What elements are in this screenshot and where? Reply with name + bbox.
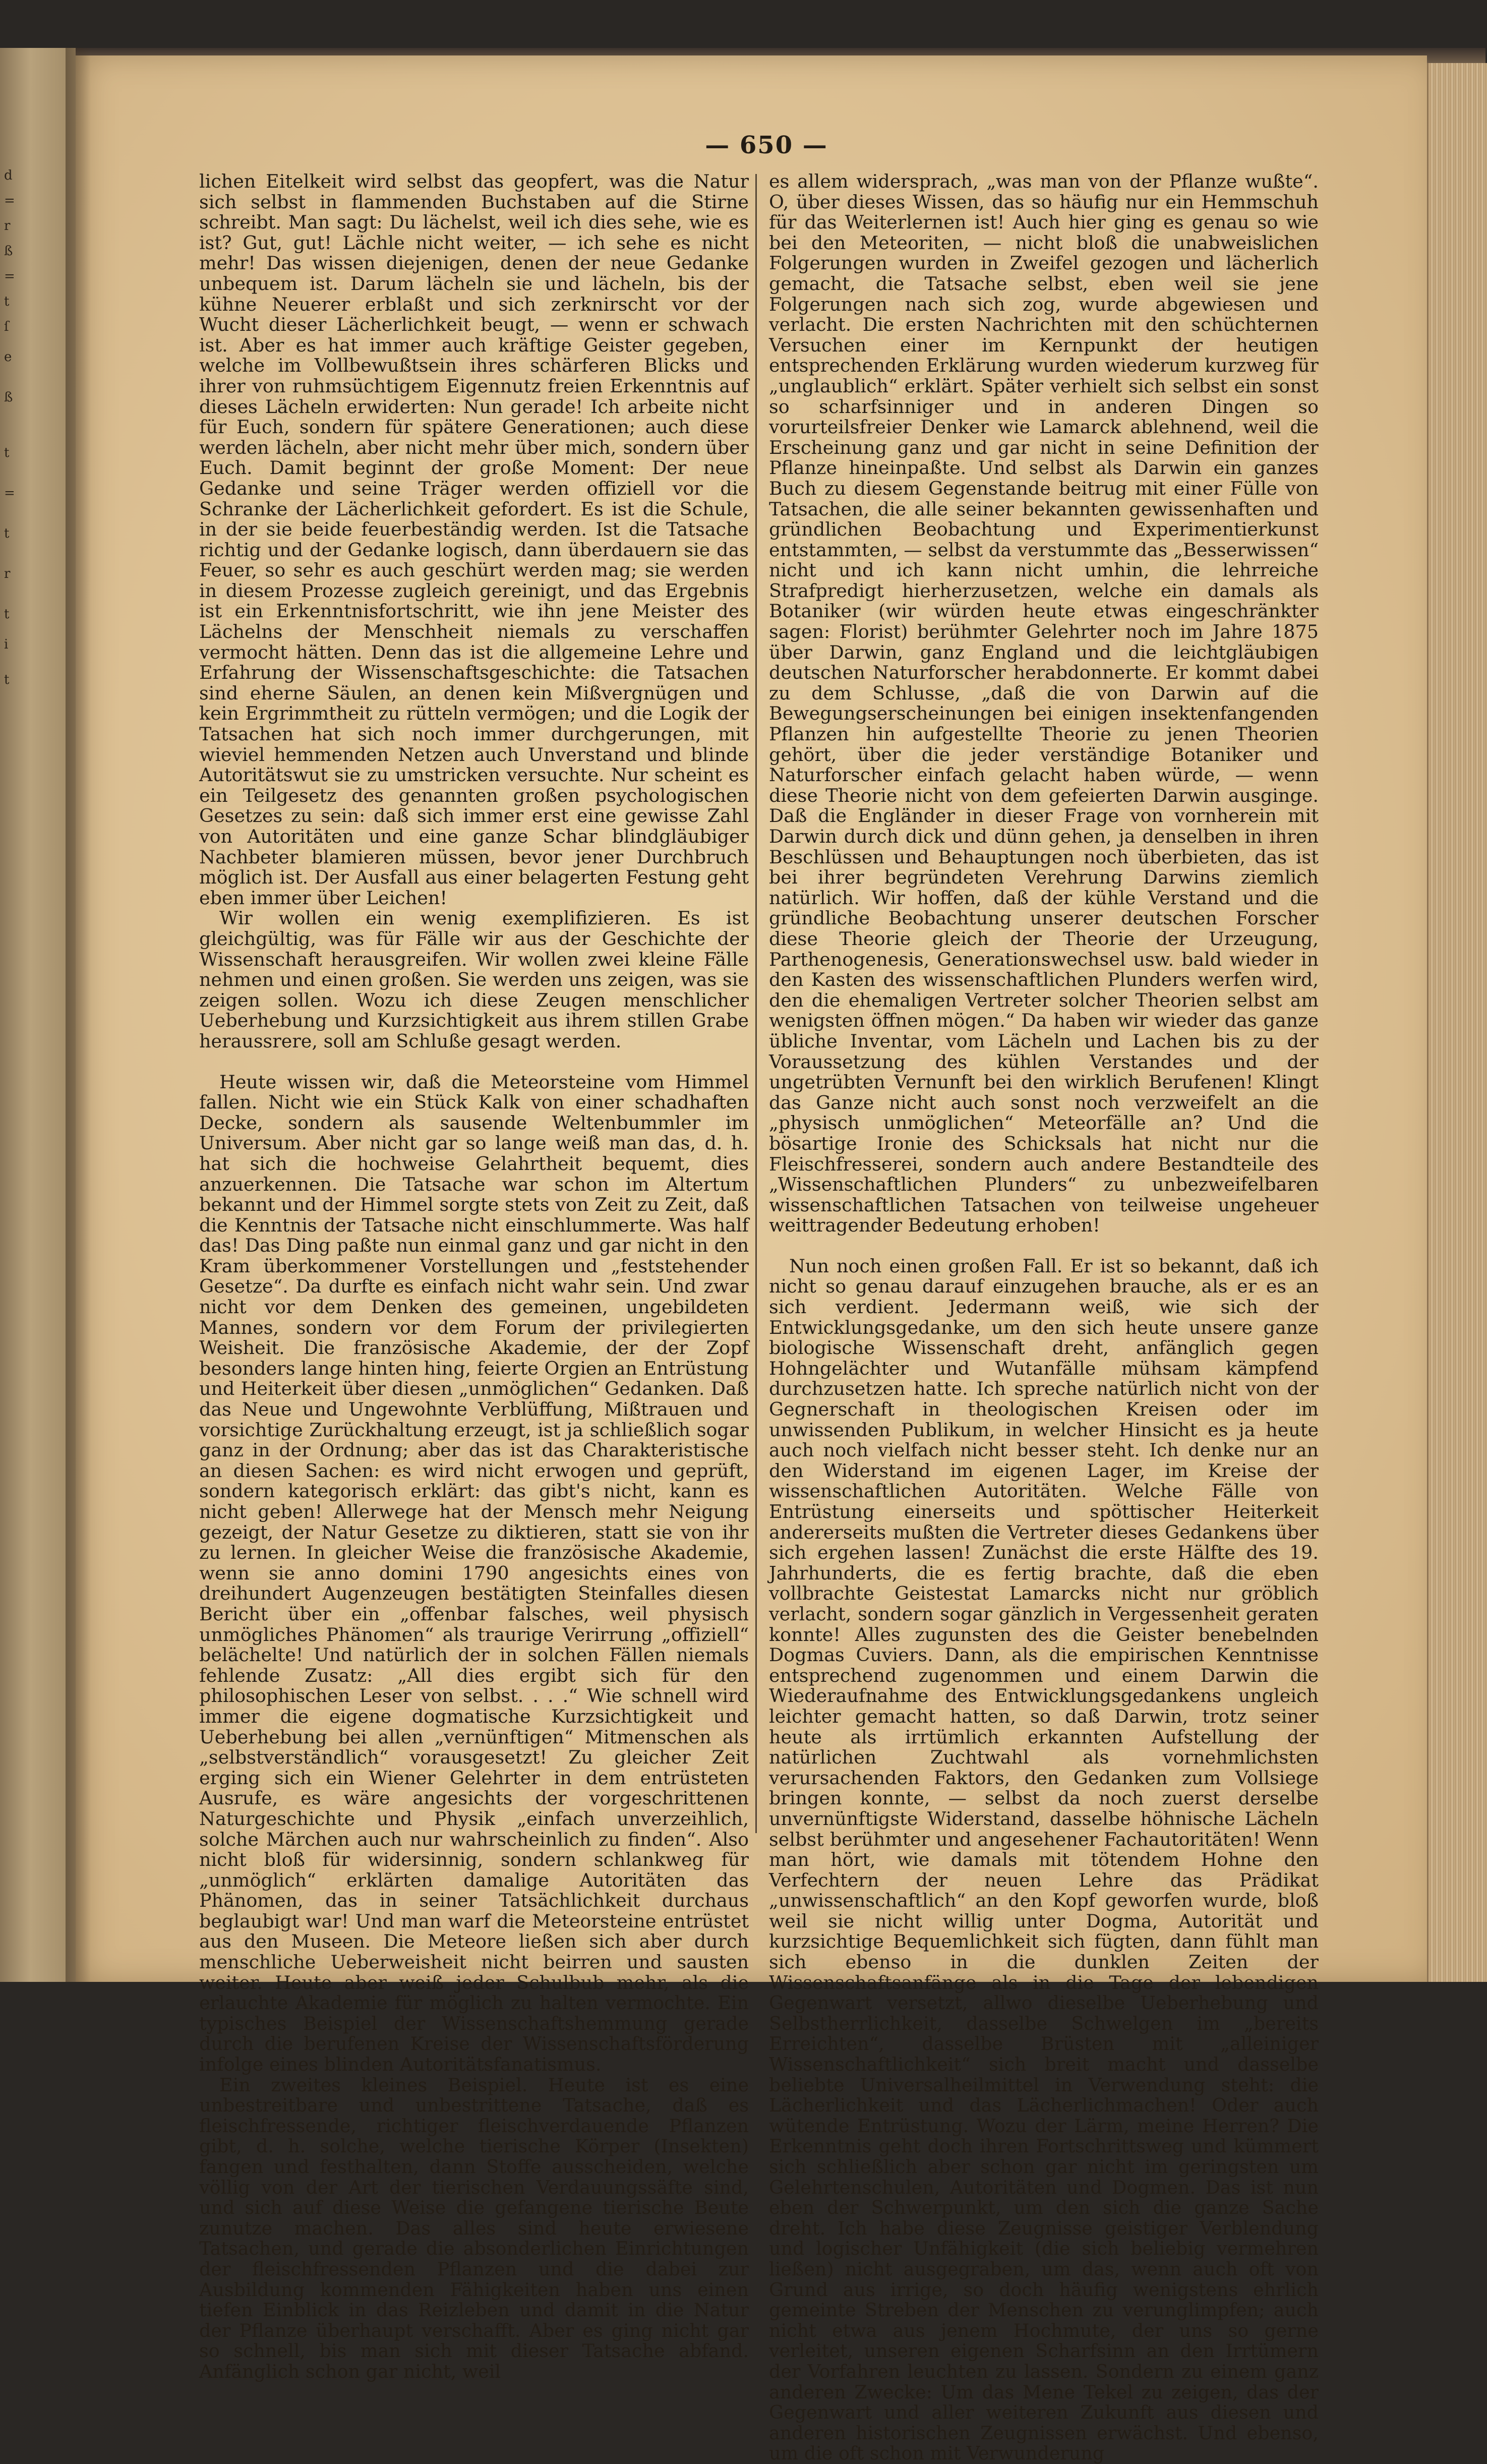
fragment-16: t (4, 672, 10, 687)
paragraph: Heute wissen wir, daß die Meteorsteine vom Himmel fallen. Nicht wie ein Stück Kalk von einer schadhaften Decke, sondern als sausende Weltenbummler im Universum. Aber nicht gar so lange weiß man das, d. h. hat sich die hochweise Gelahrtheit bequemt, dies anzuerkennen. Die Tatsache war schon im Altertum bekannt und der Himmel sorgte stets von Zeit zu Zeit, daß die Kenntnis der Tatsache nicht einschlummerte. Was half das! Das Ding paßte nun einmal ganz und gar nicht in den Kram überkommener Vorstellungen und „feststehender Gesetze“. Da durfte es einfach nicht wahr sein. Und zwar nicht vor dem Denken des gemeinen, ungebildeten Mannes, sondern vor dem Forum der privilegierten Weisheit. Die französische Akademie, der der Zopf besonders lange hinten hing, feierte Orgien an Entrüstung und Heiterkeit über diesen „unmöglichen“ Gedanken. Daß das Neue und Ungewohnte Verblüffung, Mißtrauen und vorsichtige Zurückhaltung erzeugt, ist ja schließlich sogar ganz in der Ordnung; aber das ist das Charakteristische an diesen Sachen: es wird nicht erwogen und geprüft, sondern kategorisch erklärt: das gibt's nicht, kann es nicht geben! Allerwege hat der Mensch mehr Neigung gezeigt, der Natur Gesetze zu diktieren, statt sie von ihr zu lernen. In gleicher Weise die französische Akademie, wenn sie anno domini 1790 angesichts eines von dreihundert Augenzeugen bestätigten Steinfalles diesen Bericht über ein „offenbar falsches, weil physisch unmögliches Phänomen“ als traurige Verirrung „offiziell“ belächelte! Und natürlich der in solchen Fällen niemals fehlende Zusatz: „All dies ergibt sich für den philosophischen Leser von selbst. . . .“ Wie schnell wird immer die eigene dogmatische Kurzsichtigkeit und Ueberhebung bei allen „vernünftigen“ Mitmenschen als „selbstverständlich“ vorausgesetzt! Zu gleicher Zeit erging sich ein Wiener Gelehrter in dem entrüsteten Ausrufe, es wäre angesichts der vorgeschrittenen Naturgeschichte und Physik „einfach unverzeihlich, solche Märchen auch nur wahrscheinlich zu finden“. Also nicht bloß für widersinnig, sondern schlankweg für „unmöglich“ erklärten damalige Autoritäten das Phänomen, das in seiner Tatsächlichkeit durchaus beglaubigt war! Und man warf die Meteorsteine entrüstet aus den Museen. Die Meteore ließen sich aber durch menschliche Ueberweisheit nicht beirren und sausten weiter. Heute aber weiß jeder Schulbub mehr, als die erlauchte Akademie für möglich zu halten vermochte. Ein typisches Beispiel der Wissenschaftshemmung gerade durch die berufenen Kreise der Wissenschaftsförderung infolge eines blinden Autoritätsfanatismus. (199, 1071, 749, 2076)
right-text-column (769, 170, 1319, 2464)
fragment-3: r (4, 218, 11, 233)
fragment-2: = (4, 193, 15, 208)
fragment-7: ſ (4, 319, 9, 334)
column-divider (755, 174, 757, 1833)
paragraph: Wir wollen ein wenig exemplifizieren. Es ist gleichgültig, was für Fälle wir aus der Geschichte der Wissenschaft herausgreifen. Wir wollen zwei kleine Fälle nehmen und einen großen. Sie werden uns zeigen, was sie zeigen sollen. Wozu ich diese Zeugen menschlicher Ueberhebung und Kurzsichtigkeit aus ihrem stillen Grabe heraussrere, soll am Schluße gesagt werden. (199, 907, 749, 1052)
fragment-4: ß (4, 244, 13, 259)
fragment-15: i (4, 637, 9, 652)
binding-gutter-shadow (66, 48, 91, 1982)
paragraph: Ein zweites kleines Beispiel. Heute ist es eine unbestreitbare und unbestrittene Tatsache, daß es fleischfressende, richtiger fleischverdauende Pflanzen gibt, d. h. solche, welche tierische Körper (Insekten) fangen und festhalten, dann Stoffe ausscheiden, welche völlig von der Art der tierischen Verdauungssäfte sind, und sich auf diese Weise die gefangene tierische Beute zunutze machen. Das alles sind heute erwiesene Tatsachen, und gerade die absonderlichen Einrichtungen der fleischfressenden Pflanzen und die dabei zur Ausbildung kommenden Fähigkeiten haben uns einen tiefen Einblick in das Reizleben und damit in die Natur der Pflanze überhaupt verschafft. Aber es ging nicht gar so schnell, bis man sich mit dieser Tatsache abfand. Anfänglich schon gar nicht, weil (199, 2074, 749, 2382)
fragment-5: = (4, 269, 15, 284)
fragment-11: = (4, 486, 15, 501)
fragment-12: t (4, 526, 10, 541)
paragraph: es allem widersprach, „was man von der Pflanze wußte“. O, über dieses Wissen, das so häufig nur ein Hemmschuh für das Weiterlernen ist! Auch hier ging es genau so wie bei den Meteoriten, — nicht bloß die unabweislichen Folgerungen wurden in Zweifel gezogen und lächerlich gemacht, die Tatsache selbst, eben weil sie jene Folgerungen nach sich zog, wurde abgewiesen und verlacht. Die ersten Nachrichten mit den schüchternen Versuchen einer im Kernpunkt der heutigen entsprechenden Erklärung wurden wiederum kurzweg für „unglaublich“ erklärt. Später verhielt sich selbst ein sonst so scharfsinniger und in anderen Dingen so vorurteilsfreier Denker wie Lamarck ablehnend, weil die Erscheinung ganz und gar nicht in seine Definition der Pflanze hineinpaßte. Und selbst als Darwin ein ganzes Buch zu diesem Gegenstande beitrug mit einer Fülle von Tatsachen, die alle seiner bekannten gewissenhaften und gründlichen Beobachtung und Experimentierkunst entstammten, — selbst da verstummte das „Besserwissen“ nicht und ich kann nicht umhin, die lehrreiche Strafpredigt hierherzusetzen, welche ein damals als Botaniker (wir würden heute etwas eingeschränkter sagen: Florist) berühmter Gelehrter noch im Jahre 1875 über Darwin, ganz England und die leichtgläubigen deutschen Naturforscher herabdonnerte. Er kommt dabei zu dem Schlusse, „daß die von Darwin auf die Bewegungserscheinungen bei einigen insektenfangenden Pflanzen hin aufgestellte Theorie zu jenen Theorien gehört, über die jeder verständige Botaniker und Naturforscher einfach gelacht haben würde, — wenn diese Theorie nicht von dem gefeierten Darwin ausginge. Daß die Engländer in dieser Frage von vornherein mit Darwin durch dick und dünn gehen, ja denselben in ihren Beschlüssen und Behauptungen noch überbieten, das ist bei ihrer begründeten Verehrung Darwins ziemlich natürlich. Wir hoffen, daß der kühle Verstand und die gründliche Beobachtung unserer deutschen Forscher diese Theorie gleich der Theorie der Urzeugung, Parthenogenesis, Generationswechsel usw. bald wieder in den Kasten des wissenschaftlichen Plunders werfen wird, den die ehemaligen Vertreter solcher Theorien selbst am wenigsten öffnen mögen.“ Da haben wir wieder das ganze übliche Inventar, vom Lächeln und Lachen bis zu der Voraussetzung des kühlen Verstandes und der ungetrübten Vernunft bei den wirklich Berufenen! Klingt das Ganze nicht auch sonst noch verzweifelt an die „physisch unmöglichen“ Meteorfälle an? Und die bösartige Ironie des Schicksals hat nicht nur die Fleischfresserei, sondern auch andere Bestandteile des „Wissenschaftlichen Plunders“ zu unbezweifelbaren wissenschaftlichen Tatsachen von teilweise ungeheuer weittragender Bedeutung erhoben! (769, 170, 1319, 1237)
fragment-10: t (4, 445, 10, 460)
page-number: — 650 — (705, 131, 828, 159)
paragraph: Nun noch einen großen Fall. Er ist so bekannt, daß ich nicht so genau darauf einzugehen brauche, als er es an sich verdient. Jedermann weiß, wie sich der Entwicklungsgedanke, um den sich heute unsere ganze biologische Wissenschaft dreht, anfänglich gegen Hohngelächter und Wutanfälle mühsam kämpfend durchzusetzen hatte. Ich spreche natürlich nicht von der Gegnerschaft in theologischen Kreisen oder im unwissenden Publikum, in welcher Hinsicht es ja heute auch noch vielfach nicht besser steht. Ich denke nur an den Widerstand im eigenen Lager, im Kreise der wissenschaftlichen Autoritäten. Welche Fälle von Entrüstung einerseits und spöttischer Heiterkeit andererseits mußten die Vertreter dieses Gedankens über sich ergehen lassen! Zunächst die erste Hälfte des 19. Jahrhunderts, die es fertig brachte, daß die eben vollbrachte Geistestat Lamarcks nicht nur gröblich verlacht, sondern sogar gänzlich in Vergessenheit geraten konnte! Alles zugunsten des die Geister benebelnden Dogmas Cuviers. Dann, als die empirischen Kenntnisse entsprechend zugenommen und einem Darwin die Wiederaufnahme des Entwicklungsgedankens ungleich leichter gemacht hatten, so daß Darwin, trotz seiner heute als irrtümlich erkannten Aufstellung der natürlichen Zuchtwahl als vornehmlichsten verursachenden Faktors, den Gedanken zum Vollsiege bringen konnte, — selbst da noch zuerst derselbe unvernünftigste Widerstand, dasselbe höhnische Lächeln selbst berühmter und angesehener Fachautoritäten! Wenn man hört, wie damals mit tötendem Hohne den Verfechtern der neuen Lehre das Prädikat „unwissenschaftlich“ an den Kopf geworfen wurde, bloß weil sie nicht willig unter Dogma, Autorität und kurzsichtige Bequemlichkeit sich fügten, dann fühlt man sich ebenso in die dunklen Zeiten der Wissenschaftsanfänge als in die Tage der lebendigen Gegenwart versetzt, allwo dieselbe Ueberhebung und Selbstherrlichkeit, dasselbe Schwelgen im „bereits Erreichten“, dasselbe Brüsten mit „alleiniger Wissenschaftlichkeit“ sich breit macht und dasselbe beliebte Universalheilmittel in Verwendung steht: die Lächerlichkeit und das Lächerlichmachen! Oder auch wütende Entrüstung. Wozu der Lärm, meine Herren? Die Erkenntnis geht doch ihren Fortschrittsweg und kümmert sich schließlich aber schon gar nicht im geringsten um Gelehrtenschulen, Autoritäten und Dogmen. Das ist nun eben der Schwerpunkt, um den sich die ganze Sache dreht. Ich habe diese Zeugnisse geistiger Verblendung und logischer Unfähigkeit (die sich beliebig vermehren ließen) nicht ausgegraben, um das, wenn auch oft von Grund aus irrige, so doch häufig wenigstens ehrlich gemeinte Streben der Menschen zu verunglimpfen; auch nicht etwa aus jenem Hochmute, der uns so gerne verleitet, unseren eigenen Scharfsinn an den Irrtümern der Vorfahren leuchten zu lassen. Sondern zu einem ganz anderen Zwecke: Um das Mene Tekel zu zeigen, das der Gegenwart und aller weiteren Zukunft aus diesen und anderen historischen Zeugnissen erwächst. Und ebenso, um die oft schon mit Verwunderung (769, 1255, 1319, 2464)
facing-page-edge (0, 48, 76, 1982)
fragment-1: d (4, 168, 13, 183)
fragment-9: ß (4, 390, 13, 405)
fragment-8: e (4, 349, 12, 365)
left-text-column (199, 170, 749, 2382)
fragment-6: t (4, 294, 10, 309)
paragraph: lichen Eitelkeit wird selbst das geopfert, was die Natur sich selbst in flammenden Buchstaben auf die Stirne schreibt. Man sagt: Du lächelst, weil ich dies sehe, wie es ist? Gut, gut! Lächle nicht weiter, — ich sehe es nicht mehr! Das wissen diejenigen, denen der neue Gedanke unbequem ist. Darum lächeln sie und lächeln, bis der kühne Neuerer erblaßt und sich zerknirscht vor der Wucht dieser Lächerlichkeit beugt, — wenn er schwach ist. Aber es hat immer auch kräftige Geister gegeben, welche im Vollbewußtsein ihres schärferen Blicks und ihrer von ruhmsüchtigem Eigennutz freien Erkenntnis auf dieses Lächeln erwiderten: Nun gerade! Ich arbeite nicht für Euch, sondern für spätere Generationen; auch diese werden lächeln, aber nicht mehr über mich, sondern über Euch. Damit beginnt der große Moment: Der neue Gedanke und seine Träger werden offiziell vor die Schranke der Lächerlichkeit gefordert. Es ist die Schule, in der sie beide feuerbeständig werden. Ist die Tatsache richtig und der Gedanke logisch, dann überdauern sie das Feuer, so sehr es auch geschürt werden mag; sie werden in diesem Prozesse zugleich gereinigt, und das Ergebnis ist ein Erkenntnisfortschritt, wie ihn jene Meister des Lächelns der Menschheit niemals zu verschaffen vermocht hätten. Denn das ist die allgemeine Lehre und Erfahrung der Wissenschaftsgeschichte: die Tatsachen sind eherne Säulen, an denen kein Mißvergnügen und kein Ergrimmtheit zu rütteln vermögen; und die Logik der Tatsachen hat sich noch immer durchgerungen, mit wieviel hemmenden Netzen auch Unverstand und blinde Autoritätswut sie zu umstricken versuchte. Nur scheint es ein Teilgesetz des genannten großen psychologischen Gesetzes zu sein: daß sich immer erst eine gewisse Zahl von Autoritäten und eine ganze Schar blindgläubiger Nachbeter blamieren müssen, bevor jener Durchbruch möglich ist. Der Ausfall aus einer belagerten Festung geht eben immer über Leichen! (199, 170, 749, 909)
fragment-14: t (4, 607, 10, 622)
page-stack-edges (1427, 63, 1487, 1982)
fragment-13: r (4, 566, 11, 581)
